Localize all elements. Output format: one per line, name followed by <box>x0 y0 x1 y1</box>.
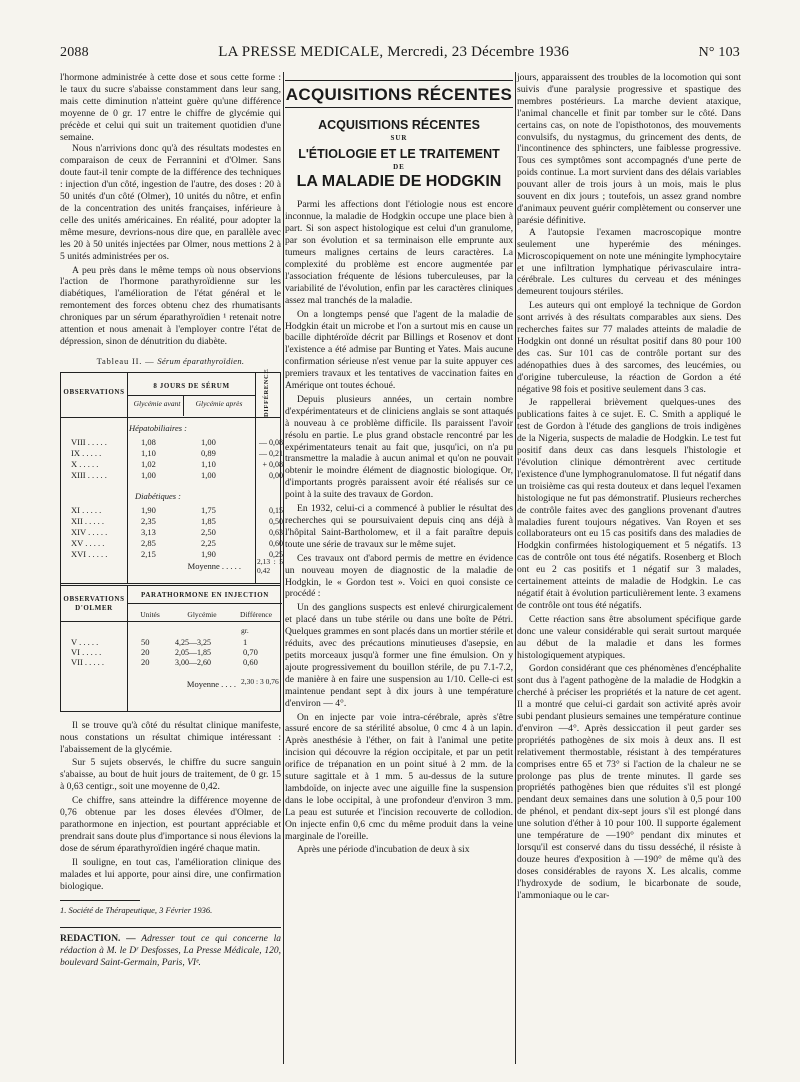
row-difference: 0,70 <box>243 646 258 657</box>
paragraph: Il se trouve qu'à côté du résultat clinique manifeste, nous constations un résultat chimique intéressant : l'abaissement de la glycémie. <box>60 719 281 755</box>
right-column <box>517 72 741 904</box>
row-after: 1,00 <box>201 436 216 447</box>
row-before: 1,90 <box>141 504 156 515</box>
paragraph: jours, apparaissent des troubles de la locomotion qui sont suivis d'une paralysie progressive et spastique des membres postérieurs. La marche devient ataxique, l'animal chancelle et finit par tomber sur le côté. Dans certains cas, on note de l'opisthotonos, des mouvements convulsifs, du nystagmus, du grincement des dents, de l'incontinence des sphincters, une faiblesse progressive. Tous ces symptômes sont accompagnés d'une perte de poids continue. La mort survient dans des délais variables pouvant aller de trois jours à un mois, mais le plus souvent en dix jours ; toutefois, un assez grand nombre d'animaux peuvent guérir complètement ou conserver une parésie définitive. <box>517 72 741 226</box>
row-observation: X . . . . . <box>71 458 99 469</box>
row-observation: VII . . . . . <box>71 656 105 667</box>
row-after: 2,25 <box>201 537 216 548</box>
issue-number: N° 103 <box>698 45 740 60</box>
paragraph: On en injecte par voie intra-cérébrale, après s'être assuré encore de sa stérilité absolue, 0 cmc 4 à un lapin. Après anesthésie à l'éther, on fait à l'animal une petite incision qui découvre la région occipitale, et par un petit orifice de trépanation en un point situé à 2 mm. de la suture sagittale et à 1 mm. 5 au-dessus de la suture lambdoïde, on injecte avec une aiguille fine la suspension dans le lobe occipital, à une profondeur d'environ 3 mm. La peau est suturée et l'incision recouverte de collodion. On injecte enfin 0,6 cmc du même produit dans la veine marginale de l'oreille. <box>285 711 513 842</box>
row-observation: XIV . . . . . <box>71 526 108 537</box>
row-diff: 0,15 <box>269 505 283 515</box>
row-difference: 0,60 <box>243 656 258 667</box>
mean-value: 2,13 : 5 0,42 <box>257 556 283 575</box>
row-diff: 0,60 <box>269 538 283 548</box>
paragraph: Après une période d'incubation de deux à six <box>297 844 470 856</box>
col-header-diff: DIFFÉRENCE <box>263 368 270 417</box>
section-label: Hépatobiliaires : <box>129 422 187 433</box>
row-after: 1,75 <box>201 504 216 515</box>
row-before: 2,15 <box>141 548 156 559</box>
col-header-difference: Différence <box>240 609 272 619</box>
title-line: ACQUISITIONS RÉCENTES <box>318 117 480 132</box>
row-before: 1,02 <box>141 458 156 469</box>
redaction-notice <box>60 927 281 970</box>
paragraph: l'hormone administrée à cette dose et sous cette forme : le taux du sucre s'abaisse constamment dans leur sang, mais cette diminution n'atteint guère qu'une différence moyenne de 0 gr. 17 entre le chiffre de glycémie qui précède et celui qui suit un traitement quotidien d'une semaine. <box>60 72 281 143</box>
row-diff: 0,50 <box>269 516 283 526</box>
column-divider <box>283 72 284 1064</box>
page-header <box>60 44 740 66</box>
row-observation: IX . . . . . <box>71 447 102 458</box>
redaction-label: REDACTION. — <box>60 934 136 945</box>
paragraph: Gordon considérant que ces phénomènes d'encéphalite sont dus à l'agent pathogène de la maladie de Hodgkin a cherché à préciser les propriétés et la nature de cet agent. Il a montré que celui-ci gardait son activité après avoir subi pendant plusieurs semaines une température continue d'environ —4°. Après dessiccation il peut garder ses propriétés pathogènes de six mois à deux ans. Il est relativement thermostable, résistant à des températures comprises entre 65 et 73° si l'action de la chaleur ne se prolonge pas plus de trente minutes. Il garde ses propriétés pathogènes bien que réduites s'il est plongé pendant deux semaines dans une solution à 0,5 pour 100 de phénol, et pendant dix-sept jours s'il est plongé dans une solution d'éther à 10 pour 100. Il supporte également une température de —190° pendant dix minutes et lorsqu'il est conservé dans du tissu desséché, il résiste à douze heures d'exposition à —190° de même qu'à des doses considérables de rayons X. Les alcalis, comme l'hydroxyde de sodium, le bicarbonate de soude, l'ammoniaque ou le car- <box>517 663 741 901</box>
paragraph: Sur 5 sujets observés, le chiffre du sucre sanguin s'abaisse, au bout de huit jours de traitement, de 0 gr. 15 à 0,63 centigr., soit une moyenne de 0,42. <box>60 757 281 793</box>
row-glycemie: 3,00—2,60 <box>175 657 211 667</box>
section-label: Diabétiques : <box>134 490 182 501</box>
row-after: 1,00 <box>201 469 216 480</box>
mean-value: 2,30 : 3 0,76 <box>241 676 279 686</box>
paragraph: Cette réaction sans être absolument spécifique garde donc une valeur considérable qui serait surtout marquée au début de la maladie et dans les formes histologiquement atypiques. <box>517 613 741 661</box>
paragraph: A l'autopsie l'examen macroscopique montre seulement une hyperémie des méninges. Microscopiquement on note une méningite lymphocytaire et une infiltration lymphatique périvasculaire intra-cérébrale. Les cultures du cerveau et des méninges demeurent toujours stériles. <box>517 226 741 298</box>
row-observation: XV . . . . . <box>71 537 105 548</box>
col-header-serum: 8 JOURS DE SÉRUM <box>153 381 230 390</box>
title-main: LA MALADIE DE HODGKIN <box>296 172 502 190</box>
paragraph: Ces travaux ont d'abord permis de mettre en évidence un nouveau moyen de diagnostic de la maladie de Hodgkin, le « Gordon test ». Voici en quoi consiste ce procédé : <box>285 552 513 600</box>
paragraph: En 1932, celui-ci a commencé à publier le résultat des recherches qui se poursuivaient depuis cinq ans déjà à l'hôpital Saint-Bartholomew, et il a fait paraître depuis toute une série de travaux sur le même sujet. <box>285 503 513 550</box>
paragraph: Je rappellerai brièvement quelques-unes des publications faites à ce sujet. E. C. Smith a appliqué le test de Gordon à l'étude des ganglions de trois indigènes de la Nigeria, suspects de maladie de Hodgkin. Le test fut positif dans deux cas dans lesquels l'histologie et l'évolution clinique démontrèrent avec certitude l'existence d'une lymphogranulomatose. Il fut négatif dans un troisième cas qui resta douteux et dans lequel l'examen histologique ne fut pas démonstratif. Plusieurs recherches de contrôle faites avec des ganglions provenant d'autres maladies furent toujours négatives. Van Royen et ses collaborateurs ont eu 15 cas positifs dans des maladies de Hodgkin confirmées histologiquement et 5 négatifs. 13 cas de contrôle ont tous été négatifs. Rosenberg et Bloch ont eu 2 cas positifs et 1 négatif sur 3 malades, certainement atteints de maladie de Hodgkin. Le cas négatif était à évolution particulièrement lente. 3 examens de contrôle ont tous été négatifs. <box>517 397 741 611</box>
footnote: 1. Société de Thérapeutique, 3 Février 1936. <box>60 905 213 916</box>
row-diff: — 0,08 <box>259 437 283 447</box>
article-title <box>285 117 513 190</box>
row-before: 3,13 <box>141 526 156 537</box>
row-diff: 0,00 <box>269 470 283 480</box>
row-before: 2,35 <box>141 515 156 526</box>
table-caption-title: Sérum éparathyroïdien. <box>157 355 245 366</box>
paragraph: Nous n'arrivions donc qu'à des résultats modestes en comparaison de ceux de Ferrannini et d'Olmer. Sans doute faut-il tenir compte de la différence des techniques : injection d'un côté, ingestion de l'autre, des doses : 20 à 50 unités d'un côté (Olmer), 10 unités du nôtre, et enfin de la concentration des unités françaises, inférieure à celle des unités américaines. En réalité, pour adopter la même mesure, devrions-nous dire que, en parallèle avec les 20 à 50 unités injectées par Olmer, nous mettions 2 à 5 unités administrées per os. <box>60 143 281 262</box>
row-observation: XIII . . . . . <box>71 469 107 480</box>
col-header-before: Glycémie avant <box>133 398 181 408</box>
col-header-obs-olmer: OBSERVATIONS D'OLMER <box>63 594 125 612</box>
footnote-rule <box>60 900 140 901</box>
row-units: 20 <box>141 646 150 657</box>
row-after: 2,50 <box>201 526 216 537</box>
row-observation: XI . . . . . <box>71 504 102 515</box>
left-column <box>60 72 281 970</box>
row-after: 1,90 <box>201 548 216 559</box>
col-header-after: Glycémie après <box>195 398 243 408</box>
title-connector: SUR <box>390 133 408 142</box>
row-observation: VIII . . . . . <box>71 436 107 447</box>
row-observation: XVI . . . . . <box>71 548 108 559</box>
paragraph: Il souligne, en tout cas, l'amélioration clinique des malades et lui apporte, pour ainsi dire, une confirmation biologique. <box>60 856 281 892</box>
row-before: 2,85 <box>141 537 156 548</box>
paragraph: Ce chiffre, sans atteindre la différence moyenne de 0,76 obtenue par les doses élevées d'Olmer, de parathormone en injection, est pourtant appréciable et prendrait sans doute plus d'importance si nous élevions la dose de sérum éparathyroïdien ingéré chaque matin. <box>60 795 281 854</box>
row-diff: + 0,08 <box>262 459 283 469</box>
unit-label: gr. <box>241 625 249 635</box>
paragraph: On a longtemps pensé que l'agent de la maladie de Hodgkin était un microbe et l'on a surtout mis en cause un bacille diphtéroïde décrit par Billings et Rosenov et dont l'existence a été admise par Bunting et Yates. Mais aucune confirmation sérieuse n'est venue par la suite appuyer ces premiers travaux et les tentatives de vaccination faites en Amérique ont toutes échoué. <box>285 308 513 392</box>
mean-label: Moyenne . . . . <box>186 678 236 689</box>
paragraph: Un des ganglions suspects est enlevé chirurgicalement et placé dans un tube stérile ou dans une boîte de Pétri. Quelques grammes en sont placés dans un mortier stérile et réduits, avec des précautions minutieuses d'asepsie, en petits morceaux jusqu'à former une fine émulsion. On y ajoute progressivement du bouillon stérile, de pu 7.1-7.2, de manière à en faire une suspension au 1/10. Celle-ci est maintenue pendant sept à dix jours à une température d'environ — 4°. <box>285 602 513 709</box>
middle-column <box>285 72 513 858</box>
row-before: 1,10 <box>141 447 156 458</box>
row-difference: 1 <box>243 636 248 647</box>
section-banner: ACQUISITIONS RÉCENTES <box>285 80 513 108</box>
row-diff: 0,63 <box>269 527 283 537</box>
row-after: 0,89 <box>201 447 216 458</box>
row-observation: VI . . . . . <box>71 646 102 657</box>
col-header-units: Unités <box>140 609 160 619</box>
row-after: 1,10 <box>201 458 216 469</box>
page-number: 2088 <box>60 45 89 60</box>
row-observation: V . . . . . <box>71 636 99 647</box>
col-header-observations: OBSERVATIONS <box>63 387 125 396</box>
row-diff: 0,25 <box>269 549 283 559</box>
row-units: 20 <box>141 656 150 667</box>
title-connector: DE <box>393 162 405 171</box>
paragraph: Les auteurs qui ont employé la technique de Gordon sont arrivés à des résultats comparables aux siens. Des recherches faites sur 77 malades atteints de maladie de Hodgkin ont donné un résultat positif dans 80 pour 100 des cas. Sur 101 cas de contrôle portant sur des adénopathies dues à des sarcomes, des leucémies, ou d'origine tuberculeuse, la réaction de Gordon a été négative 98 fois et positive seulement dans 3 cas. <box>517 300 741 395</box>
paragraph: A peu près dans le même temps où nous observions l'action de l'hormone parathyroïdienne sur les diabétiques, l'amélioration de l'état général et le remontement des forces obtenu chez des rhumatisants chroniques par un sérum éparathyroïdien ¹ retenait notre attention et nous amenait à l'employer contre l'état de dépression, sinon de dénutrition du diabète. <box>60 264 281 347</box>
column-divider <box>515 72 516 1064</box>
row-before: 1,08 <box>141 436 156 447</box>
title-line: L'ÉTIOLOGIE ET LE TRAITEMENT <box>298 146 500 161</box>
mean-label: Moyenne . . . . . <box>187 560 241 571</box>
table-caption <box>60 356 281 368</box>
paragraph: Depuis plusieurs années, un certain nombre d'expérimentateurs et de cliniciens anglais se sont attaqués à nouveau à ce problème difficile. Ils paraissent l'avoir résolu en partie. Le plus grand obstacle rencontré par les expérimentateurs tenait au fait que, jusqu'ici, on n'a pu transmettre la maladie à aucun animal et qu'on ne pouvait obtenir le moindre élément de diagnostic biologique. Or, d'importants progrès paraissent avoir été réalisés sur ce point à la suite des travaux de Gordon. <box>285 393 513 501</box>
col-header-glycemie: Glycémie <box>187 609 217 619</box>
data-table <box>60 368 283 712</box>
row-glycemie: 2,05—1,85 <box>175 647 211 657</box>
row-before: 1,00 <box>141 469 156 480</box>
redaction-text: Adresser tout ce qui concerne la rédaction à M. le Dʳ Desfosses, La Presse Médicale, 120, boulevard Saint-Germain, Paris, VIᵉ. <box>60 934 281 969</box>
col-header-parathormone: PARATHORMONE EN INJECTION <box>141 590 269 599</box>
row-units: 50 <box>141 636 150 647</box>
table-caption-prefix: Tableau II. — <box>96 355 155 366</box>
paragraph: Parmi les affections dont l'étiologie nous est encore inconnue, la maladie de Hodgkin occupe une place bien à part. Si son aspect histologique est celui d'un granulome, par son évolution et sa terminaison elle emprunte aux tumeurs malignes certains de leurs caractères. La complexité du problème est encore augmentée par l'association fréquente de lésions tuberculeuses, par la variabilité de l'évolution, enfin par les caractères cliniques assez mal tranchés de la maladie. <box>285 199 513 306</box>
row-diff: — 0,21 <box>259 448 283 458</box>
row-after: 1,85 <box>201 515 216 526</box>
row-observation: XII . . . . . <box>71 515 105 526</box>
row-glycemie: 4,25—3,25 <box>175 637 211 647</box>
running-title: LA PRESSE MEDICALE, Mercredi, 23 Décembre 1936 <box>218 44 570 60</box>
